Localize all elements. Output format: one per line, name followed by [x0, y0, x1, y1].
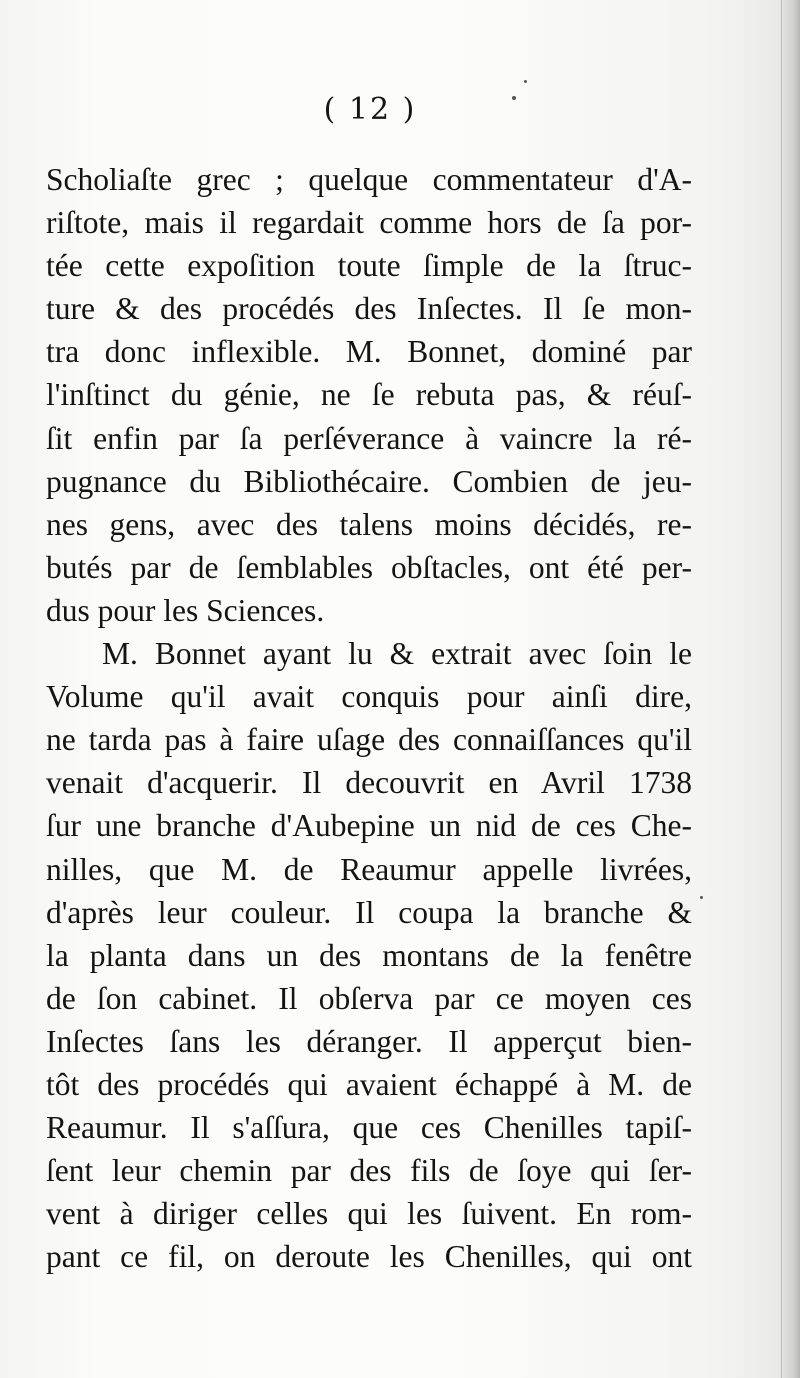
text-line: ſit enfin par ſa perſéverance à vaincre la ré- — [46, 420, 692, 456]
text-line: venait d'acquerir. Il decouvrit en Avril 1738 — [46, 765, 692, 801]
text-line: d'après leur couleur. Il coupa la branche & — [46, 894, 692, 930]
text-line: pugnance du Bibliothécaire. Combien de jeu- — [46, 463, 692, 499]
text-line: nilles, que M. de Reaumur appelle livrées, — [46, 851, 692, 887]
text-line: vent à diriger celles qui les ſuivent. En rom- — [46, 1196, 692, 1232]
text-line: ſur une branche d'Aubepine un nid de ces Che- — [46, 808, 692, 844]
text-line: riſtote, mais il regardait comme hors de ſa por- — [46, 205, 692, 241]
page-fold-line — [781, 0, 782, 1378]
text-line: l'inſtinct du génie, ne ſe rebuta pas, & réuſ- — [46, 377, 692, 413]
text-line: ture & des procédés des Inſectes. Il ſe mon- — [46, 291, 692, 327]
text-line: nes gens, avec des talens moins décidés, re- — [46, 506, 692, 542]
text-line: Volume qu'il avait conquis pour ainſi dire, — [46, 679, 692, 715]
text-line: ſent leur chemin par des fils de ſoye qui ſer- — [46, 1153, 692, 1189]
text-line: Scholiaſte grec ; quelque commentateur d'A- — [46, 162, 692, 197]
text-line: de ſon cabinet. Il obſerva par ce moyen ces — [46, 980, 692, 1016]
text-line: tée cette expoſition toute ſimple de la ſtruc- — [46, 248, 692, 284]
text-line: butés par de ſemblables obſtacles, ont été per- — [46, 549, 692, 585]
text-line: Inſectes ſans les déranger. Il apperçut bien- — [46, 1023, 692, 1059]
text-line: pant ce fil, on deroute les Chenilles, qui ont — [46, 1239, 692, 1275]
paragraph-end-line: dus pour les Sciences. — [46, 592, 325, 628]
page-number: ( 12 ) — [323, 92, 417, 127]
text-line: Reaumur. Il s'aſſura, que ces Chenilles tapiſ- — [46, 1110, 692, 1146]
text-line: tôt des procédés qui avaient échappé à M. de — [46, 1066, 692, 1102]
paragraph-first-line: M. Bonnet ayant lu & extrait avec ſoin le — [102, 636, 692, 672]
text-line: tra donc inflexible. M. Bonnet, dominé par — [46, 334, 692, 370]
text-line: la planta dans un des montans de la fenêtre — [46, 937, 692, 973]
ink-speck — [700, 896, 703, 899]
ink-speck — [524, 80, 527, 83]
body-text — [46, 158, 692, 1278]
text-line: ne tarda pas à faire uſage des connaiſſances qu'il — [46, 722, 692, 758]
